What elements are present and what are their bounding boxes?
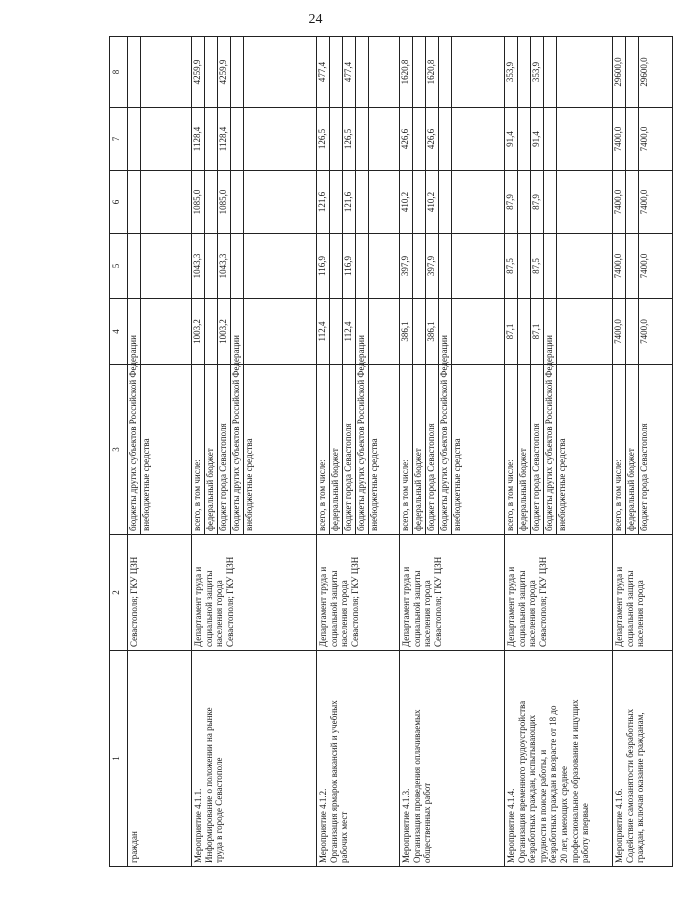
value-cell bbox=[128, 108, 192, 171]
measure-line: работу впервые bbox=[580, 803, 591, 863]
value-cell bbox=[400, 37, 505, 108]
funding-value bbox=[244, 37, 256, 107]
funding-value: 397,9 bbox=[426, 234, 439, 298]
funding-value bbox=[141, 171, 153, 233]
funding-value bbox=[439, 37, 452, 107]
measure-line: Мероприятие 4.1.3. bbox=[401, 788, 411, 863]
funding-value: 353,9 bbox=[531, 37, 544, 107]
funding-value: 1620,8 bbox=[426, 37, 439, 107]
funding-value bbox=[452, 37, 464, 107]
executor-line: социальной защиты bbox=[203, 570, 214, 647]
funding-value: 112,4 bbox=[317, 299, 330, 364]
funding-value: 4259,9 bbox=[218, 37, 231, 107]
funding-source: федеральный бюджет bbox=[626, 365, 639, 534]
funding-value: 477,4 bbox=[317, 37, 330, 107]
funding-value bbox=[518, 171, 531, 233]
funding-source: бюджеты других субъектов Российской Федерации bbox=[544, 365, 557, 534]
funding-value: 112,4 bbox=[343, 299, 356, 364]
executor-line: Севастополя; ГКУ ЦЗН bbox=[349, 556, 360, 647]
header-cell: 1 bbox=[110, 651, 128, 867]
funding-source-cell bbox=[192, 335, 317, 535]
funding-value: 1085,0 bbox=[192, 171, 205, 233]
funding-value bbox=[626, 108, 639, 170]
funding-value bbox=[557, 234, 569, 298]
funding-value bbox=[205, 234, 218, 298]
funding-source: бюджет города Севастополя bbox=[218, 365, 231, 534]
funding-value: 1003,2 bbox=[218, 299, 231, 364]
funding-source-cell bbox=[128, 335, 192, 535]
funding-value bbox=[452, 234, 464, 298]
executor-line: населения города bbox=[635, 580, 646, 647]
funding-value bbox=[544, 234, 557, 298]
value-cell bbox=[400, 171, 505, 234]
funding-value: 7400,0 bbox=[639, 189, 649, 215]
funding-value bbox=[557, 37, 569, 107]
funding-source: бюджеты других субъектов Российской Федерации bbox=[356, 365, 369, 534]
funding-value: 353,9 bbox=[505, 37, 518, 107]
measure-row bbox=[192, 37, 317, 867]
funding-value bbox=[128, 37, 141, 107]
funding-value bbox=[452, 108, 464, 170]
funding-value bbox=[518, 234, 531, 298]
funding-value: 386,1 bbox=[426, 299, 439, 364]
executor-line: социальной защиты bbox=[516, 570, 527, 647]
funding-value bbox=[413, 171, 426, 233]
value-cell bbox=[505, 108, 613, 171]
funding-source: федеральный бюджет bbox=[205, 365, 218, 534]
funding-value: 87,1 bbox=[505, 299, 518, 364]
funding-value bbox=[544, 37, 557, 107]
executor-cell bbox=[128, 535, 192, 651]
measure-row bbox=[613, 37, 673, 867]
executor-line: Департамент труда и bbox=[318, 566, 328, 647]
funding-value bbox=[369, 37, 381, 107]
funding-value: 7400,0 bbox=[639, 126, 649, 152]
funding-value: 87,5 bbox=[505, 234, 518, 298]
funding-source: всего, в том числе: bbox=[400, 365, 413, 534]
funding-value: 410,2 bbox=[400, 171, 413, 233]
funding-source: бюджет города Севастополя bbox=[343, 365, 356, 534]
funding-value bbox=[205, 108, 218, 170]
measure-cell bbox=[192, 651, 317, 867]
value-cell bbox=[192, 234, 317, 299]
funding-source: федеральный бюджет bbox=[413, 365, 426, 534]
executor-line: социальной защиты bbox=[328, 570, 339, 647]
executor-line: Севастополя; ГКУ ЦЗН bbox=[129, 556, 139, 647]
funding-source-cell bbox=[613, 365, 673, 535]
funding-value: 397,9 bbox=[400, 234, 413, 298]
funding-value: 91,4 bbox=[531, 108, 544, 170]
header-cell: 2 bbox=[110, 535, 128, 651]
funding-value: 126,5 bbox=[343, 108, 356, 170]
funding-value: 426,6 bbox=[426, 108, 439, 170]
value-cell bbox=[505, 299, 613, 365]
funding-value: 7400,0 bbox=[613, 108, 626, 170]
table-body bbox=[110, 37, 673, 867]
header-cell: 8 bbox=[110, 37, 128, 108]
measure-line: 20 лет, имеющих среднее bbox=[559, 766, 570, 863]
measure-line: профессиональное образование и ищущих bbox=[569, 699, 580, 863]
executor-line: Департамент труда и bbox=[614, 566, 624, 647]
funding-source: бюджет города Севастополя bbox=[639, 423, 649, 531]
funding-value bbox=[141, 108, 153, 170]
funding-value bbox=[626, 171, 639, 233]
funding-value bbox=[518, 37, 531, 107]
funding-value: 386,1 bbox=[400, 299, 413, 364]
measure-line: Информирование о положении на рынке bbox=[203, 707, 214, 863]
executor-line: социальной защиты bbox=[624, 570, 635, 647]
funding-value bbox=[330, 234, 343, 298]
funding-value bbox=[557, 299, 569, 364]
measure-line: рабочих мест bbox=[339, 811, 350, 863]
page-number: 24 bbox=[308, 12, 323, 27]
executor-line: Севастополя; ГКУ ЦЗН bbox=[432, 556, 443, 647]
funding-source: внебюджетные средства bbox=[141, 438, 151, 531]
value-cell bbox=[505, 171, 613, 234]
funding-value: 87,1 bbox=[531, 299, 544, 364]
funding-value bbox=[557, 108, 569, 170]
funding-value: 87,9 bbox=[505, 171, 518, 233]
funding-value bbox=[205, 299, 218, 364]
funding-value bbox=[369, 299, 381, 364]
header-cell: 7 bbox=[110, 108, 128, 171]
funding-value bbox=[356, 171, 369, 233]
funding-value: 1003,2 bbox=[192, 299, 205, 364]
funding-value: 4259,9 bbox=[192, 37, 205, 107]
funding-value: 126,5 bbox=[317, 108, 330, 170]
measure-cell bbox=[128, 651, 192, 867]
rotated-table-wrapper bbox=[109, 37, 649, 867]
funding-value: 477,4 bbox=[343, 37, 356, 107]
funding-value bbox=[369, 108, 381, 170]
value-cell bbox=[613, 171, 673, 234]
value-cell bbox=[400, 299, 505, 365]
funding-value: 91,4 bbox=[505, 108, 518, 170]
funding-value bbox=[557, 171, 569, 233]
funding-value bbox=[231, 37, 244, 107]
funding-source-cell bbox=[400, 335, 505, 535]
funding-source: бюджет города Севастополя bbox=[426, 365, 439, 534]
value-cell bbox=[400, 234, 505, 299]
value-cell bbox=[128, 37, 192, 108]
funding-value bbox=[128, 171, 141, 233]
value-cell bbox=[317, 37, 400, 108]
funding-value bbox=[369, 234, 381, 298]
funding-value: 1620,8 bbox=[400, 37, 413, 107]
funding-value: 410,2 bbox=[426, 171, 439, 233]
value-cell bbox=[505, 37, 613, 108]
funding-value bbox=[544, 171, 557, 233]
funding-source-cell bbox=[505, 335, 613, 535]
value-cell bbox=[317, 171, 400, 234]
executor-line: Севастополя; ГКУ ЦЗН bbox=[537, 556, 548, 647]
executor-line: населения города bbox=[214, 580, 225, 647]
funding-value: 87,5 bbox=[531, 234, 544, 298]
header-cell: 6 bbox=[110, 171, 128, 234]
measure-row bbox=[317, 37, 400, 867]
value-cell bbox=[192, 299, 317, 365]
executor-line: Севастополя; ГКУ ЦЗН bbox=[224, 556, 235, 647]
value-cell bbox=[192, 108, 317, 171]
funding-value bbox=[128, 108, 141, 170]
funding-source: внебюджетные средства bbox=[369, 438, 379, 531]
measure-line: труда в городе Севастополе bbox=[214, 757, 225, 863]
funding-value: 1043,3 bbox=[218, 234, 231, 298]
measure-cell bbox=[317, 651, 400, 867]
funding-value bbox=[205, 37, 218, 107]
funding-value bbox=[330, 37, 343, 107]
funding-value bbox=[626, 299, 639, 364]
funding-value: 7400,0 bbox=[639, 319, 649, 344]
funding-value bbox=[330, 108, 343, 170]
funding-value bbox=[369, 171, 381, 233]
funding-value bbox=[128, 234, 141, 298]
funding-value bbox=[452, 299, 464, 364]
measure-cell bbox=[613, 651, 673, 867]
funding-value: 29600,0 bbox=[639, 57, 649, 87]
funding-source: внебюджетные средства bbox=[557, 438, 567, 531]
value-cell bbox=[192, 171, 317, 234]
funding-value bbox=[244, 234, 256, 298]
executor-cell bbox=[400, 535, 505, 651]
funding-value bbox=[413, 37, 426, 107]
value-cell bbox=[613, 37, 673, 108]
funding-table bbox=[109, 36, 673, 867]
executor-line: населения города bbox=[422, 580, 433, 647]
funding-value bbox=[141, 234, 153, 298]
measure-cell bbox=[505, 651, 613, 867]
funding-value: 121,6 bbox=[343, 171, 356, 233]
funding-value bbox=[452, 171, 464, 233]
funding-value: 7400,0 bbox=[639, 253, 649, 279]
funding-value bbox=[330, 299, 343, 364]
measure-row bbox=[400, 37, 505, 867]
measure-line: Организация ярмарок вакансий и учебных bbox=[328, 700, 339, 863]
measure-line: граждан, включая оказание гражданам, bbox=[635, 712, 646, 863]
value-cell bbox=[192, 37, 317, 108]
value-cell bbox=[128, 234, 192, 299]
funding-value bbox=[518, 108, 531, 170]
value-cell bbox=[613, 234, 673, 299]
funding-value bbox=[413, 299, 426, 364]
funding-source: внебюджетные средства bbox=[244, 438, 254, 531]
funding-value bbox=[439, 234, 452, 298]
header-cell: 3 bbox=[110, 365, 128, 535]
funding-value bbox=[413, 234, 426, 298]
funding-value bbox=[356, 108, 369, 170]
funding-value: 29600,0 bbox=[613, 37, 626, 107]
measure-line: граждан bbox=[129, 831, 139, 863]
measure-line: безработных граждан, испытывающих bbox=[527, 714, 538, 863]
funding-value bbox=[356, 37, 369, 107]
executor-line: Департамент труда и bbox=[193, 566, 203, 647]
funding-value: 1128,4 bbox=[192, 108, 205, 170]
funding-source: всего, в том числе: bbox=[192, 365, 205, 534]
funding-source: бюджет города Севастополя bbox=[531, 365, 544, 534]
funding-value: 116,9 bbox=[317, 234, 330, 298]
measure-line: Мероприятие 4.1.2. bbox=[318, 788, 328, 863]
value-cell bbox=[317, 234, 400, 299]
funding-value bbox=[244, 108, 256, 170]
funding-value bbox=[141, 299, 153, 364]
funding-value bbox=[544, 108, 557, 170]
funding-value bbox=[231, 234, 244, 298]
executor-line: социальной защиты bbox=[411, 570, 422, 647]
measure-line: общественных работ bbox=[422, 782, 433, 863]
funding-value bbox=[231, 171, 244, 233]
funding-value bbox=[244, 171, 256, 233]
value-cell bbox=[128, 171, 192, 234]
funding-value: 7400,0 bbox=[613, 234, 626, 298]
executor-line: населения города bbox=[527, 580, 538, 647]
measure-line: Организация временного трудоустройства bbox=[516, 700, 527, 863]
funding-source: всего, в том числе: bbox=[505, 365, 518, 534]
funding-source: бюджеты других субъектов Российской Федерации bbox=[439, 365, 452, 534]
funding-source: бюджеты других субъектов Российской Федерации bbox=[231, 365, 244, 534]
funding-value: 7400,0 bbox=[613, 171, 626, 233]
funding-source: всего, в том числе: bbox=[317, 365, 330, 534]
measure-row bbox=[128, 37, 192, 867]
funding-value: 1128,4 bbox=[218, 108, 231, 170]
header-cell: 5 bbox=[110, 234, 128, 299]
funding-value bbox=[141, 37, 153, 107]
funding-value bbox=[244, 299, 256, 364]
funding-value: 116,9 bbox=[343, 234, 356, 298]
measure-line: безработных граждан в возрасте от 18 до bbox=[548, 705, 559, 863]
funding-value bbox=[439, 171, 452, 233]
header-row bbox=[110, 37, 128, 867]
funding-source: федеральный бюджет bbox=[518, 365, 531, 534]
funding-source: федеральный бюджет bbox=[330, 365, 343, 534]
measure-line: Организация проведения оплачиваемых bbox=[411, 709, 422, 863]
measure-line: Мероприятие 4.1.6. bbox=[614, 788, 624, 863]
funding-value: 1043,3 bbox=[192, 234, 205, 298]
funding-source: внебюджетные средства bbox=[452, 438, 462, 531]
measure-line: Содействие самозанятости безработных bbox=[624, 708, 635, 863]
funding-value bbox=[330, 171, 343, 233]
funding-source-cell bbox=[317, 335, 400, 535]
funding-value: 1085,0 bbox=[218, 171, 231, 233]
executor-cell bbox=[613, 535, 673, 651]
value-cell bbox=[613, 299, 673, 365]
header-cell: 4 bbox=[110, 299, 128, 365]
executor-line: населения города bbox=[339, 580, 350, 647]
value-cell bbox=[400, 108, 505, 171]
funding-value bbox=[413, 108, 426, 170]
executor-cell bbox=[317, 535, 400, 651]
executor-cell bbox=[192, 535, 317, 651]
value-cell bbox=[613, 108, 673, 171]
funding-value bbox=[626, 234, 639, 298]
funding-value: 87,9 bbox=[531, 171, 544, 233]
funding-value: 7400,0 bbox=[613, 299, 626, 364]
funding-value bbox=[439, 108, 452, 170]
funding-value bbox=[205, 171, 218, 233]
funding-source: бюджеты других субъектов Российской Федерации bbox=[128, 365, 141, 534]
funding-value bbox=[518, 299, 531, 364]
funding-value: 426,6 bbox=[400, 108, 413, 170]
value-cell bbox=[505, 234, 613, 299]
measure-line: Мероприятие 4.1.4. bbox=[506, 788, 516, 863]
measure-row bbox=[505, 37, 613, 867]
executor-line: Департамент труда и bbox=[506, 566, 516, 647]
measure-line: трудности в поиске работы, и bbox=[537, 749, 548, 863]
executor-line: Департамент труда и bbox=[401, 566, 411, 647]
value-cell bbox=[317, 108, 400, 171]
measure-line: Мероприятие 4.1.1. bbox=[193, 788, 203, 863]
funding-value bbox=[231, 108, 244, 170]
measure-cell bbox=[400, 651, 505, 867]
funding-source: всего, в том числе: bbox=[613, 365, 626, 534]
funding-value bbox=[626, 37, 639, 107]
executor-cell bbox=[505, 535, 613, 651]
funding-value bbox=[356, 234, 369, 298]
funding-value: 121,6 bbox=[317, 171, 330, 233]
